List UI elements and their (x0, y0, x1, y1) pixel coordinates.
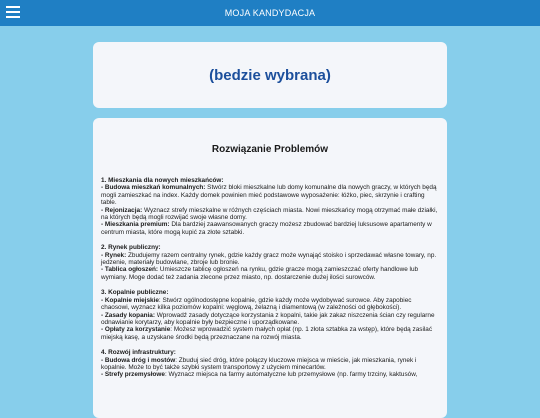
item-name: - Mieszkania premium: (101, 221, 170, 229)
item-text: : Zbuduj sieć dróg, które połączy kluczowe miejsca w mieście, jak mieszkania, rynek i kopalnie. Może to być także szybki system transportowy z użyciem minecartów. (101, 356, 417, 371)
item-text: Umieszcze tablicę ogłoszeń na rynku, gdzie gracze mogą zamieszczać oferty handlowe lub wymiany. Moge dodać też zadania zlecone przez miasto, np. dostarczenie dużej ilości surowców. (101, 266, 419, 281)
section-heading: 3. Kopalnie publiczne: (101, 289, 169, 297)
item-name: - Opłaty za korzystanie (101, 326, 171, 334)
item-name: - Rynek: (101, 251, 127, 259)
list-item (101, 297, 439, 312)
list-item (101, 371, 439, 378)
item-name: - Budowa mieszkań komunalnych: (101, 184, 206, 192)
item-text: Stwórz bloki mieszkalne lub domy komunalne dla nowych graczy, w których będą mogli zamieszkać na index. Każdy domek powinien mieć podstawowe wyposażenie: łóżko, piec, skrzynie i crafting table. (101, 184, 437, 207)
section (101, 177, 439, 236)
list-item (101, 326, 439, 341)
section (101, 244, 439, 281)
item-text: Wprowadź zasady dotyczące korzystania z kopalni, takie jak zakaz niszczenia ścian czy regularne odnawianie korytarzy, aby kopalnie były bezpieczne i uporządkowane. (101, 311, 435, 326)
selection-text: (bedzie wybrana) (209, 66, 331, 84)
section-heading: 4. Rozwój infrastruktury: (101, 349, 176, 357)
list-item (101, 357, 439, 372)
section-heading: 1. Mieszkania dla nowych mieszkańców: (101, 177, 224, 184)
list-item (101, 266, 439, 281)
hamburger-menu-icon[interactable] (6, 6, 20, 18)
list-item (101, 221, 439, 236)
item-text: : Możesz wprowadzić system małych opłat (np. 1 złota sztabka za wstęp), które będą zasilać miejską kasę, a uzyskane środki będą przeznaczane na rozwój miasta. (101, 326, 433, 341)
list-item (101, 184, 439, 206)
item-text: Wyznacz strefy mieszkalne w różnych częściach miasta. Nowi mieszkańcy mogą otrzymać małe działki, na których będą mogli rozwijać swoje własne domy. (101, 206, 438, 222)
section-title: Rozwiązanie Problemów (211, 144, 329, 155)
menu-line (6, 11, 20, 13)
menu-line (6, 6, 20, 8)
item-name: - Kopalnie miejskie (101, 296, 159, 304)
section-heading: 2. Rynek publiczny: (101, 244, 161, 252)
menu-line (6, 16, 20, 18)
item-text: : Stwórz ogólnodostępne kopalnie, gdzie każdy może wydobywać surowce. Aby zapobiec chaosowi, wyznacz kilka poziomów kopalni: węglową, żelazną i diamentową (w zależności od głębokości). (101, 296, 412, 312)
list-item (101, 207, 439, 222)
section (101, 289, 439, 341)
item-text: : Wyznacz miejsca na farmy automatyczne lub przemysłowe (np. farmy trzciny, kaktusów, (164, 371, 418, 379)
body-text (93, 177, 447, 379)
item-name: - Tablica ogłoszeń: (101, 266, 159, 274)
app-header (0, 0, 540, 26)
item-text: Zbudujemy razem centralny rynek, gdzie każdy gracz może wynająć stoisko i sprzedawać własne towary, np. jedzenie, materiały budowlane, zbroje lub bronie. (101, 251, 437, 267)
item-name: - Strefy przemysłowe (101, 371, 165, 379)
item-name: - Budowa dróg i mostów (101, 356, 176, 364)
content-card (93, 118, 447, 418)
selection-card (93, 42, 447, 108)
app-title: MOJA KANDYDACJA (224, 8, 316, 18)
item-name: - Zasady kopania: (101, 311, 155, 319)
list-item (101, 312, 439, 327)
list-item (101, 252, 439, 267)
item-text: Dla bardziej zaawansowanych graczy możesz zbudować bardziej luksusowe apartamenty w centrum miasta, które mogą kupić za złote sztabki. (101, 221, 432, 236)
item-name: - Rejonizacja: (101, 206, 143, 214)
section (101, 349, 439, 379)
